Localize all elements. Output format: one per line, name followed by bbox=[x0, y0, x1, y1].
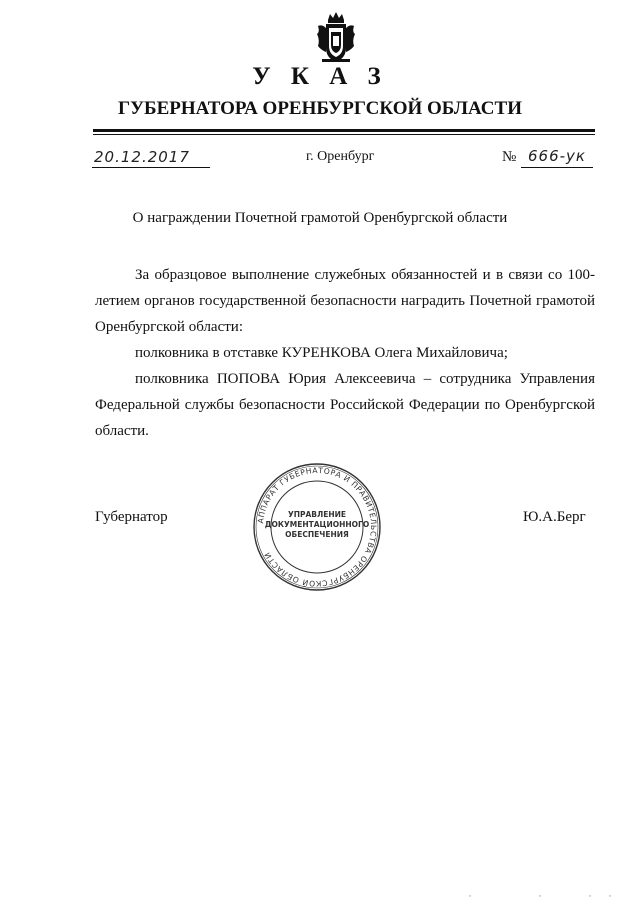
decree-title: У К А З bbox=[252, 63, 388, 90]
decree-subject: О награждении Почетной грамотой Оренбургской области bbox=[132, 210, 508, 226]
stamp-inner-line-1: УПРАВЛЕНИЕ bbox=[287, 510, 347, 519]
official-stamp bbox=[252, 462, 382, 592]
body-paragraph-item-1: полковника в отставке КУРЕНКОВА Олега Михайловича; bbox=[135, 345, 508, 361]
header-divider-thin bbox=[93, 134, 595, 135]
body-paragraph-item-2: полковника ПОПОВА Юрия Алексеевича – сотрудника Управления Федеральной службы безопасности Российской Федерации по Оренбургской области. bbox=[95, 371, 595, 439]
number-underline bbox=[521, 167, 593, 168]
header-divider-thick bbox=[93, 129, 595, 132]
decree-number-value: 666-ук bbox=[528, 147, 586, 165]
decree-date: 20.12.2017 bbox=[94, 148, 190, 166]
coat-of-arms-emblem bbox=[316, 12, 356, 64]
stamp-inner-line-2: ДОКУМЕНТАЦИОННОГО bbox=[264, 520, 370, 529]
date-underline bbox=[92, 167, 210, 168]
decree-city: г. Оренбург bbox=[306, 149, 375, 164]
body-paragraph-intro: За образцовое выполнение служебных обязанностей и в связи со 100-летием органов государственной безопасности наградить Почетной грамотой Оренбургской области: bbox=[95, 267, 595, 335]
signatory-title: Губернатор bbox=[95, 509, 168, 525]
decree-number-label: № bbox=[502, 149, 517, 165]
signatory-name: Ю.А.Берг bbox=[523, 509, 586, 525]
decree-body bbox=[95, 262, 595, 444]
stamp-outer-text: АППАРАТ ГУБЕРНАТОРА И ПРАВИТЕЛЬСТВА ОРЕНБУРГСКОЙ ОБЛАСТИ bbox=[256, 465, 379, 589]
decree-subtitle: ГУБЕРНАТОРА ОРЕНБУРГСКОЙ ОБЛАСТИ bbox=[118, 98, 522, 119]
stamp-inner-line-3: ОБЕСПЕЧЕНИЯ bbox=[285, 530, 349, 539]
scan-artifacts bbox=[440, 890, 620, 900]
